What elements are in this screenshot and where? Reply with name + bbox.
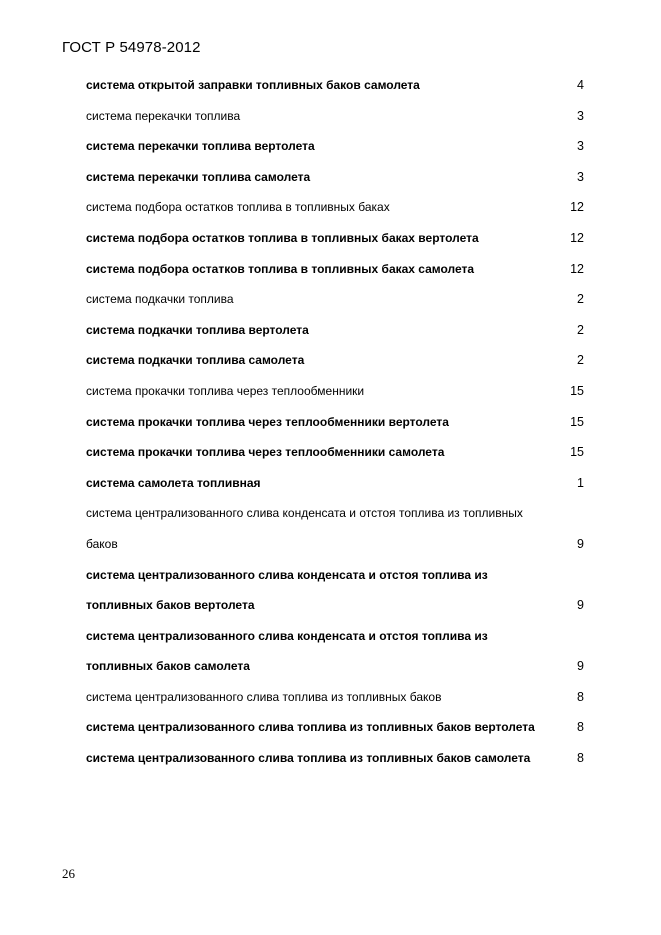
index-entry-term: система централизованного слива конденсата и отстоя топлива из топливных баков вертолета	[86, 567, 488, 613]
index-entry	[86, 743, 596, 774]
index-entry	[86, 223, 596, 254]
index-entry-page: 12	[570, 230, 584, 245]
index-entry-term: система самолета топливная	[86, 475, 261, 490]
index-entry-term: система прокачки топлива через теплообменники самолета	[86, 445, 445, 460]
index-entry-term: система подбора остатков топлива в топливных баках	[86, 200, 390, 215]
index-entry-term: система подбора остатков топлива в топливных баках самолета	[86, 261, 475, 276]
index-entry-term: система централизованного слива топлива из топливных баков самолета	[86, 751, 531, 766]
index-entry-term: система открытой заправки топливных баков самолета	[86, 78, 420, 92]
index-entry	[86, 560, 596, 621]
index-entry-page: 8	[577, 720, 584, 735]
index-entry-page: 12	[570, 261, 584, 276]
index-entry-term: система перекачки топлива самолета	[86, 169, 311, 184]
index-entry-page: 2	[577, 292, 584, 307]
index-entry-term: система прокачки топлива через теплообменники	[86, 383, 365, 398]
index-entry	[86, 468, 596, 499]
index-entry-term: система централизованного слива конденсата и отстоя топлива из топливных баков	[86, 506, 523, 551]
page-number: 26	[62, 866, 75, 881]
index-entry	[86, 101, 596, 132]
index-entry	[86, 376, 596, 407]
index-entry	[86, 407, 596, 438]
index-entry-term: система прокачки топлива через теплообменники вертолета	[86, 414, 449, 429]
index-entry-page: 2	[577, 322, 584, 337]
index-entry-term: система перекачки топлива вертолета	[86, 139, 315, 154]
index-entry	[86, 712, 596, 743]
index-entry-page: 15	[570, 445, 584, 460]
index-entry-term: система подкачки топлива вертолета	[86, 322, 309, 337]
index-entry	[86, 437, 596, 468]
index-entry-page: 9	[577, 598, 584, 613]
index-entry-page: 9	[577, 659, 584, 674]
index-entry-term: система централизованного слива топлива из топливных баков	[86, 689, 442, 704]
index-entry-page: 4	[577, 78, 584, 92]
index-entries	[86, 70, 596, 774]
index-entry-page: 8	[577, 751, 584, 766]
index-entry-page: 3	[577, 169, 584, 184]
index-entry	[86, 284, 596, 315]
index-entry-page: 12	[570, 200, 584, 215]
index-entry	[86, 70, 596, 101]
index-entry-term: система централизованного слива конденсата и отстоя топлива из топливных баков самолета	[86, 628, 488, 674]
index-entry-term: система централизованного слива топлива из топливных баков вертолета	[86, 720, 535, 735]
index-entry	[86, 621, 596, 682]
index-entry-page: 1	[577, 475, 584, 490]
index-entry	[86, 162, 596, 193]
index-entry	[86, 254, 596, 285]
index-entry-term: система подкачки топлива	[86, 292, 234, 307]
index-entry	[86, 131, 596, 162]
index-entry-page: 8	[577, 689, 584, 704]
index-entry-term: система подбора остатков топлива в топливных баках вертолета	[86, 230, 479, 245]
index-entry	[86, 682, 596, 713]
index-entry	[86, 192, 596, 223]
index-entry-page: 3	[577, 139, 584, 154]
index-entry-term: система перекачки топлива	[86, 108, 241, 123]
index-entry-page: 9	[577, 536, 584, 551]
document-header: ГОСТ Р 54978-2012	[62, 39, 201, 56]
index-entry	[86, 498, 596, 559]
index-entry-page: 2	[577, 353, 584, 368]
index-entry-term: система подкачки топлива самолета	[86, 353, 305, 368]
index-entry	[86, 345, 596, 376]
index-entry-page: 3	[577, 108, 584, 123]
index-entry-page: 15	[570, 383, 584, 398]
index-entry	[86, 315, 596, 346]
index-entry-page: 15	[570, 414, 584, 429]
